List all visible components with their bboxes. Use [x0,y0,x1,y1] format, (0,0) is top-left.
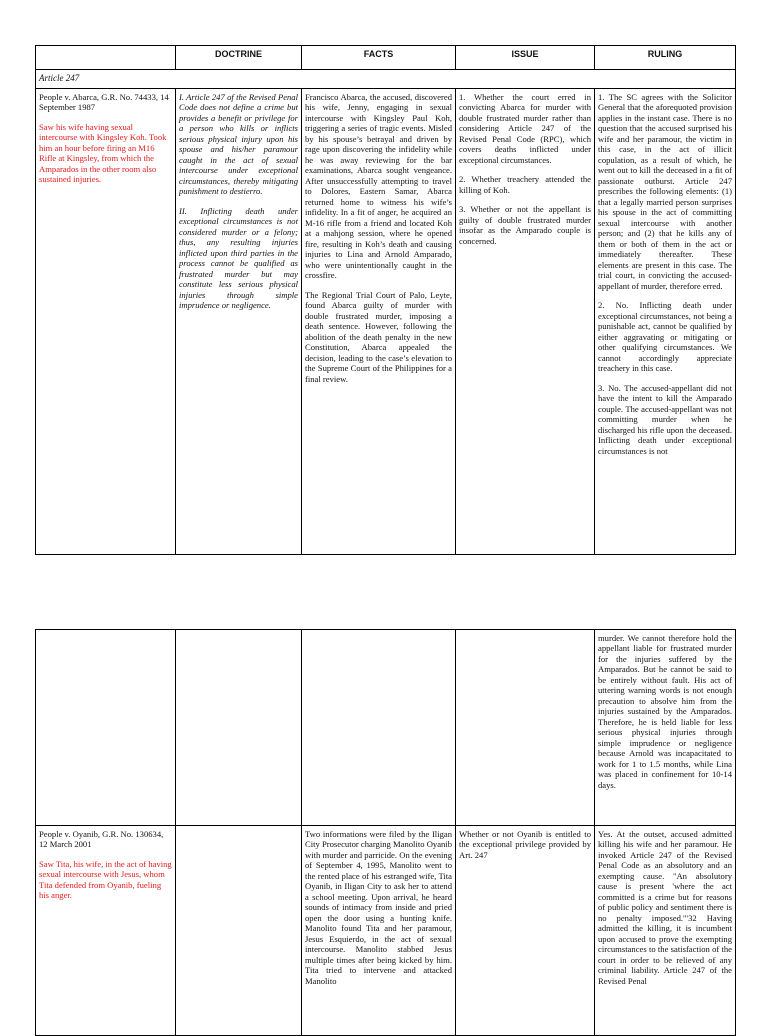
header-row [36,46,736,70]
case-row-abarca-continued [36,630,736,826]
ruling-item: Yes. At the outset, accused admitted killing his wife and her paramour. He invoked Article 247 of the Revised Penal Code as an absolutory and an exempting cause. "An absolutory cause is present 'where the act committed is a crime but for reasons of public policy and sentiment there is no penalty imposed.'"32 Having admitted the killing, it is incumbent upon accused to prove the exempting circumstances to the satisfaction of the court in order to be relieved of any criminal liability. Article 247 of the Revised Penal [598,829,732,986]
ruling-cell-continued [595,630,736,826]
issue-cell [456,89,595,555]
header-doctrine: DOCTRINE [176,46,302,70]
case-citation: People v. Abarca, G.R. No. 74433, 14 September 1987 [39,92,169,113]
header-case [36,46,176,70]
facts-cell-empty [302,630,456,826]
case-row-oyanib [36,826,736,1036]
doctrine-cell [176,89,302,555]
case-cell [36,826,176,1036]
facts-paragraph: Two informations were filed by the Iligan City Prosecutor charging Manolito Oyanib with murder and parricide. On the evening of September 4, 1995, Manolito went to the rented place of his estranged wife, Tita Oyanib, in Iligan City to ask her to attend a school meeting. Upon arrival, he heard sounds of intimacy from inside and pried open the door using a hunting knife. Manolito found Tita and her paramour, Jesus Esquierdo, in the act of sexual intercourse. Manolito stabbed Jesus multiple times after being kicked by him. Tita tried to intervene and attacked Manolito [305,829,452,986]
facts-paragraph: The Regional Trial Court of Palo, Leyte, found Abarca guilty of murder with double frustrated murder, imposing a death sentence. However, following the abolition of the death penalty in the new Constitution, Abarca appealed the decision, leading to the case’s elevation to the Supreme Court of the Philippines for a final review. [305,289,452,384]
issue-cell-empty [456,630,595,826]
section-title: Article 247 [36,70,736,89]
issue-item: 2. Whether treachery attended the killing of Koh. [459,174,591,195]
case-digest-table-page-2 [35,629,736,1036]
doctrine-cell [176,826,302,1036]
case-summary: Saw his wife having sexual intercourse with Kingsley Koh. Took him an hour before firing an M16 Rifle at Kingsley, from which the Amparados in the other room also sustained injuries. [39,121,167,185]
facts-cell [302,826,456,1036]
case-cell [36,89,176,555]
doctrine-cell-empty [176,630,302,826]
case-citation: People v. Oyanib, G.R. No. 130634, 12 March 2001 [39,829,164,850]
ruling-item: 2. No. Inflicting death under exceptional circumstances, not being a punishable act, cannot be qualified by either aggravating or mitigating or other qualifying circumstances. We cannot accordingly appreciate treachery in this case. [598,300,732,374]
issue-item: Whether or not Oyanib is entitled to the exceptional privilege provided by Art. 247 [459,829,591,860]
case-cell-empty [36,630,176,826]
case-row-abarca [36,89,736,555]
issue-cell [456,826,595,1036]
facts-cell [302,89,456,555]
ruling-item: 3. No. The accused-appellant did not have the intent to kill the Amparado couple. The accused-appellant was not committing murder when he discharged his rifle upon the deceased. Inflicting death under exceptional circumstances is not [598,382,732,456]
section-row [36,70,736,89]
ruling-item: 1. The SC agrees with the Solicitor General that the aforequoted provision applies in the instant case. There is no question that the accused surprised his wife and her paramour, the victim in this case, in the act of illicit copulation, as a result of which, he went out to kill the deceased in a fit of passionate outburst. Article 247 prescribes the following elements: (1) that a legally married person surprises his spouse in the act of committing sexual intercourse with another person; and (2) that he kills any of them or both of them in the act or immediately thereafter. These elements are present in this case. The trial court, in convicting the accused-appellant of murder, therefore erred. [598,92,732,291]
ruling-cell [595,89,736,555]
ruling-continued-text: murder. We cannot therefore hold the appellant liable for frustrated murder for the injuries suffered by the Amparados. But he cannot be said to be entirely without fault. His act of uttering warning words is not enough precaution to absolve him from the injuries sustained by the Amparados. Therefore, he is held liable for less serious physical injuries through simple imprudence or negligence because Arnold was incapacitated to work for 1 to 1.5 months, while Lina was placed in confinement for 10-14 days. [598,633,732,790]
header-ruling: RULING [595,46,736,70]
issue-item: 1. Whether the court erred in convicting Abarca for murder with double frustrated murder rather than considering Article 247 of the Revised Penal Code (RPC), which covers deaths inflicted under exceptional circumstances. [459,92,591,165]
ruling-cell [595,826,736,1036]
doctrine-paragraph: II. Inflicting death under exceptional circumstances is not considered murder or a felony; thus, any resulting injuries inflicted upon third parties in the process cannot be qualified as frustrated murder but may constitute less serious physical injuries through simple imprudence or negligence. [179,205,298,311]
case-digest-table-page-1 [35,45,736,555]
header-issue: ISSUE [456,46,595,70]
issue-item: 3. Whether or not the appellant is guilty of double frustrated murder insofar as the Amparado couple is concerned. [459,204,591,246]
case-summary: Saw Tita, his wife, in the act of having sexual intercourse with Jesus, whom Tita defended from Oyanib, fueling his anger. [39,858,172,901]
header-facts: FACTS [302,46,456,70]
facts-paragraph: Francisco Abarca, the accused, discovered his wife, Jenny, engaging in sexual intercourse with Kingsley Paul Koh, triggering a series of tragic events. Misled by his spouse’s betrayal and driven by rage upon discovering the infidelity while he was away reviewing for the bar examinations, Abarca sought vengeance. After unsuccessfully attempting to travel to Dolores, Eastern Samar, Abarca returned home to witness his wife’s infidelity. In a fit of anger, he acquired an M-16 rifle from a friend and located Koh at a mahjong session, where he opened fire, resulting in Koh’s death and causing injuries to Lina and Arnold Amparado, who were unintentionally caught in the crossfire. [305,92,452,281]
doctrine-paragraph: I. Article 247 of the Revised Penal Code does not define a crime but provides a benefit or privilege for a person who kills or inflicts serious physical injury upon his spouse and his/her paramour caught in the act of sexual intercourse under exceptional circumstances, thereby mitigating punishment to destierro. [179,92,298,197]
